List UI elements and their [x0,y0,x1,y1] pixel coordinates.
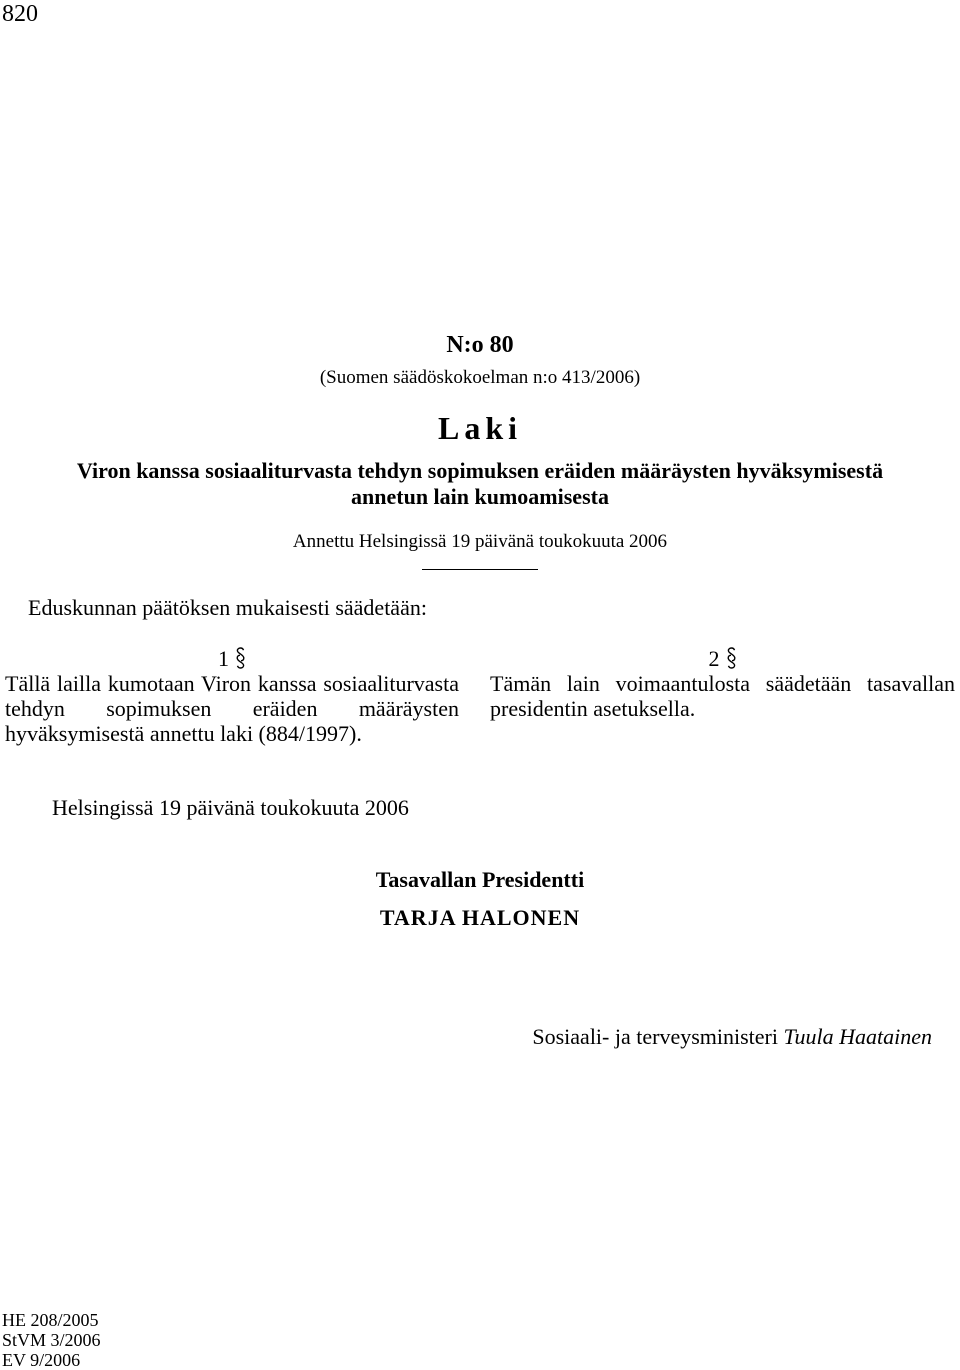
document-type: Laki [437,410,523,446]
section-sign-icon [726,647,737,669]
minister-title: Sosiaali- ja terveysministeri [532,1024,778,1049]
section-2-text: Tämän lain voimaantulosta säädetään tasavallan presidentin asetuksella. [490,671,955,721]
reference-parliament-reply: EV 9/2006 [2,1350,81,1370]
enacting-clause: Eduskunnan päätöksen mukaisesti säädetään: [28,595,427,620]
law-title [0,458,960,510]
place-date: Helsingissä 19 päivänä toukokuuta 2006 [52,795,409,820]
given-at: Annettu Helsingissä 19 päivänä toukokuuta 2006 [292,531,668,552]
president-name: TARJA HALONEN [379,905,581,930]
president-title: Tasavallan Presidentti [375,867,585,892]
minister-name: Tuula Haatainen [783,1024,932,1049]
section-2-number: 2 [708,646,720,671]
law-title-line-2: annetun lain kumoamisesta [351,484,609,509]
section-sign-icon [235,647,246,669]
legislative-references [2,1310,101,1370]
section-2 [490,646,955,721]
minister-signature [532,1022,932,1052]
reference-committee-report: StVM 3/2006 [2,1330,101,1350]
divider [422,569,538,570]
page-number: 820 [2,1,38,27]
section-1-text: Tällä lailla kumotaan Viron kanssa sosiaaliturvasta tehdyn sopimuksen eräiden määräysten hyväksymisestä annettu laki (884/1997). [5,671,459,746]
section-1 [5,646,459,746]
section-1-number: 1 [218,646,229,671]
statute-number: N:o 80 [446,332,514,358]
section-1-heading [5,646,459,671]
law-title-line-1: Viron kanssa sosiaaliturvasta tehdyn sopimuksen eräiden määräysten hyväksymisestä [76,458,884,483]
reference-government-proposal: HE 208/2005 [2,1310,99,1330]
collection-reference: (Suomen säädöskokoelman n:o 413/2006) [319,367,641,388]
section-2-heading [490,646,955,671]
